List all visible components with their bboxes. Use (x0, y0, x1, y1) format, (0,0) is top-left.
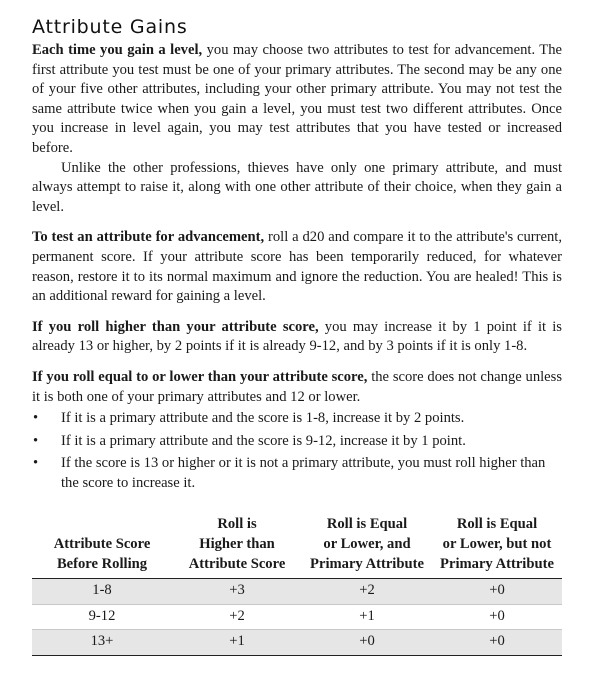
rules-page (32, 14, 562, 656)
header-attribute-score: Attribute Score Before Rolling (32, 515, 172, 578)
paragraph-lead: If you roll higher than your attribute score, (32, 318, 319, 335)
table-row (32, 579, 562, 605)
bullet-icon: • (33, 432, 39, 449)
list-item (32, 432, 562, 452)
table-cell: 9-12 (32, 604, 172, 630)
table-cell: +0 (432, 604, 562, 630)
table-row (32, 630, 562, 656)
table-cell: +2 (172, 604, 302, 630)
table-cell: +3 (172, 579, 302, 605)
section-title: Attribute Gains (32, 16, 188, 38)
table-cell: +1 (302, 604, 432, 630)
header-roll-lower-primary: Roll is Equal or Lower, and Primary Attribute (302, 515, 432, 578)
bullet-icon: • (33, 410, 39, 427)
rules-bullet-list (32, 409, 562, 493)
paragraph-lead: If you roll equal to or lower than your attribute score, (32, 368, 368, 385)
paragraph-text: you may increase it by 1 point if it is already 13 or higher, by 2 points if it is already 9-12, and by 3 points if it is only 1-8. (32, 318, 562, 355)
bullet-icon: • (33, 455, 39, 472)
table-cell: +0 (302, 630, 432, 656)
paragraph-level-gain (32, 41, 562, 159)
list-item-text: If it is a primary attribute and the score is 9-12, increase it by 1 point. (61, 432, 466, 449)
table-header-row (32, 515, 562, 578)
paragraph-roll-higher (32, 318, 562, 357)
paragraph-lead: To test an attribute for advancement, (32, 229, 265, 246)
list-item (32, 454, 562, 493)
table-cell: 13+ (32, 630, 172, 656)
list-item (32, 409, 562, 429)
table-row (32, 604, 562, 630)
paragraph-text: roll a d20 and compare it to the attribute's current, permanent score. If your attribute score has been temporarily reduced, for whatever reason, restore it to its normal maximum and ignore the reduction. You are healed! This is an additional reward for gaining a level. (32, 229, 562, 305)
header-roll-higher: Roll is Higher than Attribute Score (172, 515, 302, 578)
list-item-text: If the score is 13 or higher or it is not a primary attribute, you must roll higher than the score to increase it. (61, 455, 546, 491)
paragraph-text: the score does not change unless it is both one of your primary attributes and 12 or lower. (32, 368, 563, 405)
paragraph-test-attribute (32, 228, 562, 306)
paragraph-thieves: Unlike the other professions, thieves have only one primary attribute, and must always attempt to raise it, along with one other attribute of their choice, when they gain a level. (32, 159, 562, 215)
paragraph-lead: Each time you gain a level, (32, 42, 203, 58)
table-cell: +0 (432, 579, 562, 605)
table-cell: +2 (302, 579, 432, 605)
table-cell: +0 (432, 630, 562, 656)
table-cell: 1-8 (32, 579, 172, 605)
header-roll-lower-not-primary: Roll is Equal or Lower, but not Primary Attribute (432, 515, 562, 578)
list-item-text: If it is a primary attribute and the score is 1-8, increase it by 2 points. (61, 410, 465, 427)
paragraph-roll-lower (32, 368, 562, 407)
advancement-table (32, 515, 562, 656)
table-cell: +1 (172, 630, 302, 656)
paragraph-text: you may choose two attributes to test for advancement. The first attribute you test must be one of your primary attributes. The second may be any one of your five other attributes, including your other primary attribute. You may not test the same attribute twice when you gain a level, you must test two different attributes. Once you increase in level again, you may test attributes that you have tested or increased before. (32, 42, 562, 156)
